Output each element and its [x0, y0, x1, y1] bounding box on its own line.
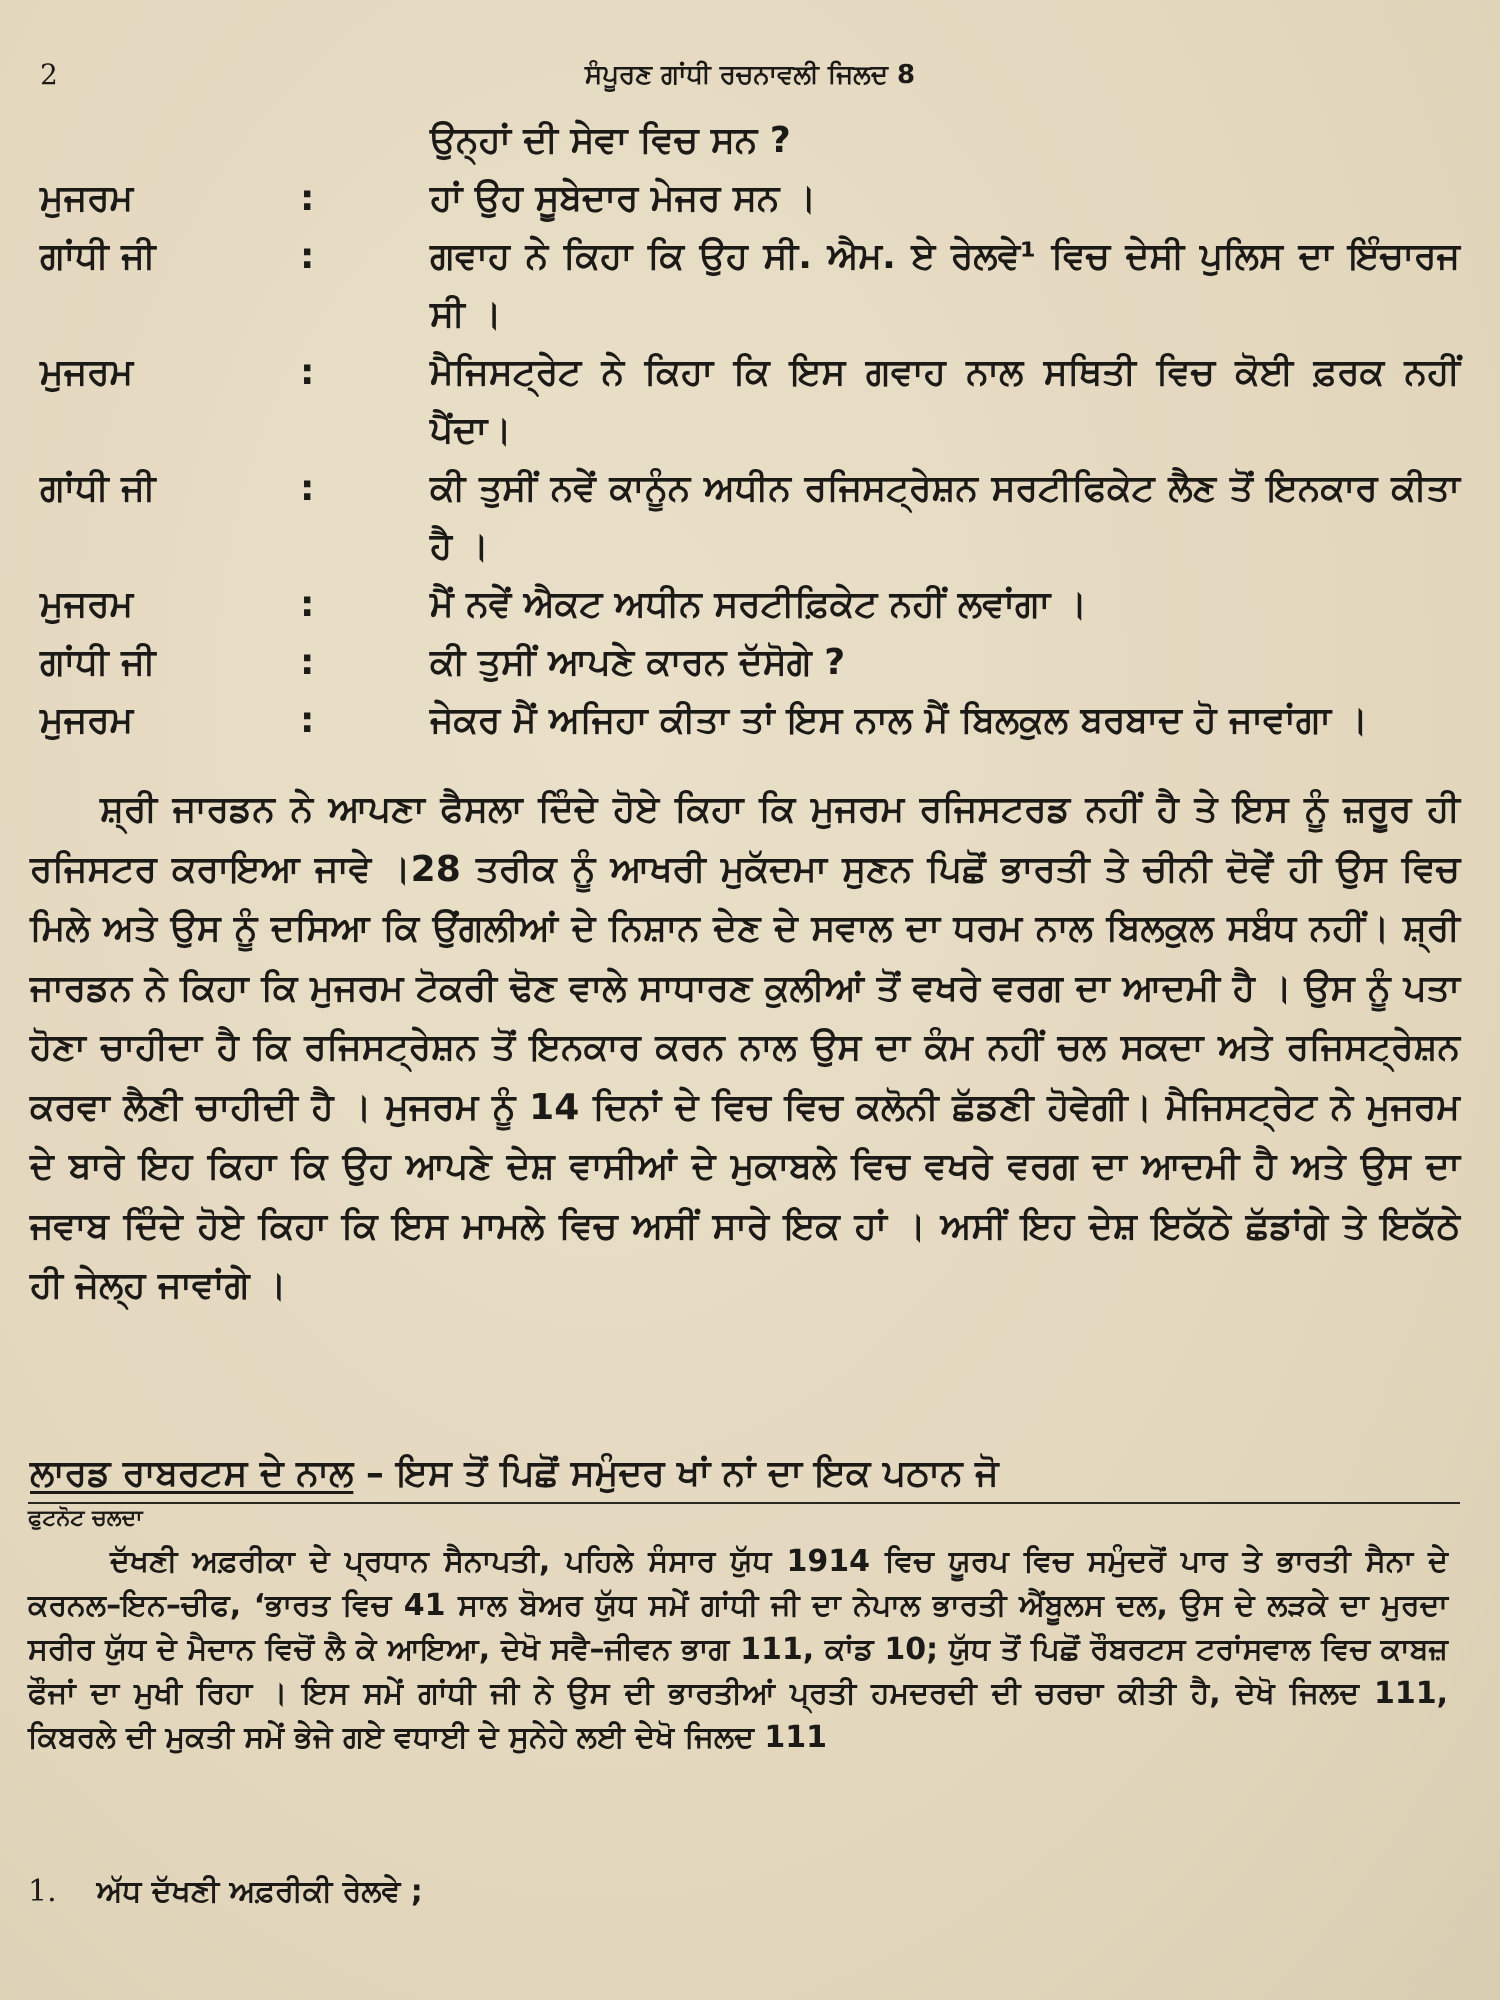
dialogue-row [40, 228, 1460, 344]
speech-text: ਮੈਜਿਸਟ੍ਰੇਟ ਨੇ ਕਿਹਾ ਕਿ ਇਸ ਗਵਾਹ ਨਾਲ ਸਥਿਤੀ ਵਿਚ ਕੋਈ ਫ਼ਰਕ ਨਹੀਂ ਪੈਂਦਾ। [430, 352, 1460, 451]
speech-text: ਕੀ ਤੁਸੀਂ ਆਪਣੇ ਕਾਰਨ ਦੱਸੋਗੇ ? [430, 642, 846, 683]
footnote-1 [28, 1870, 423, 1914]
speaker-colon: : [300, 236, 315, 277]
footnote-continued-label: ਫੁਟਨੋਟ ਚਲਦਾ [28, 1506, 143, 1531]
speech-text: ਉਨ੍ਹਾਂ ਦੀ ਸੇਵਾ ਵਿਚ ਸਨ ? [430, 120, 791, 161]
speaker-label: ਗਾਂਧੀ ਜੀ [40, 468, 156, 509]
speaker-colon: : [300, 642, 315, 683]
dialogue-row [40, 112, 1460, 170]
speaker-label: ਮੁਜਰਮ [40, 352, 134, 393]
dialogue-row [40, 634, 1460, 692]
speech-text: ਹਾਂ ਉਹ ਸੂਬੇਦਾਰ ਮੇਜਰ ਸਨ । [430, 178, 817, 219]
section-text: – ਇਸ ਤੋਂ ਪਿਛੋਂ ਸਮੁੰਦਰ ਖਾਂ ਨਾਂ ਦਾ ਇਕ ਪਠਾਨ ਜੋ [353, 1453, 999, 1494]
dialogue-block [40, 112, 1460, 750]
speaker-label: ਮੁਜਰਮ [40, 700, 134, 741]
dialogue-row [40, 170, 1460, 228]
speech-text: ਜੇਕਰ ਮੈਂ ਅਜਿਹਾ ਕੀਤਾ ਤਾਂ ਇਸ ਨਾਲ ਮੈਂ ਬਿਲਕੁਲ ਬਰਬਾਦ ਹੋ ਜਾਵਾਂਗਾ । [430, 700, 1368, 741]
dialogue-row [40, 460, 1460, 576]
running-title: ਸੰਪੂਰਣ ਗਾਂਧੀ ਰਚਨਾਵਲੀ ਜਿਲਦ 8 [584, 60, 916, 90]
dialogue-row [40, 576, 1460, 634]
footnote-continued-text: ਦੱਖਣੀ ਅਫ਼ਰੀਕਾ ਦੇ ਪ੍ਰਧਾਨ ਸੈਨਾਪਤੀ, ਪਹਿਲੇ ਸੰਸਾਰ ਯੁੱਧ 1914 ਵਿਚ ਯੂਰਪ ਵਿਚ ਸਮੁੰਦਰੋਂ ਪਾਰ ਤੇ ਭਾਰਤੀ ਸੈਨਾ ਦੇ ਕਰਨਲ–ਇਨ–ਚੀਫ, ‘ਭਾਰਤ ਵਿਚ 41 ਸਾਲ ਬੋਅਰ ਯੁੱਧ ਸਮੇਂ ਗਾਂਧੀ ਜੀ ਦਾ ਨੇਪਾਲ ਭਾਰਤੀ ਐਂਬੂਲਸ ਦਲ, ਉਸ ਦੇ ਲੜਕੇ ਦਾ ਮੁਰਦਾ ਸਰੀਰ ਯੁੱਧ ਦੇ ਮੈਦਾਨ ਵਿਚੋਂ ਲੈ ਕੇ ਆਇਆ, ਦੇਖੋ ਸਵੈ–ਜੀਵਨ ਭਾਗ 111, ਕਾਂਡ 10; ਯੁੱਧ ਤੋਂ ਪਿਛੋਂ ਰੌਬਰਟਸ ਟਰਾਂਸਵਾਲ ਵਿਚ ਕਾਬਜ਼ ਫੌਜਾਂ ਦਾ ਮੁਖੀ ਰਿਹਾ । ਇਸ ਸਮੇਂ ਗਾਂਧੀ ਜੀ ਨੇ ਉਸ ਦੀ ਭਾਰਤੀਆਂ ਪ੍ਰਤੀ ਹਮਦਰਦੀ ਦੀ ਚਰਚਾ ਕੀਤੀ ਹੈ, ਦੇਖੋ ਜਿਲਦ 111, ਕਿਬਰਲੇ ਦੀ ਮੁਕਤੀ ਸਮੇਂ ਭੇਜੇ ਗਏ ਵਧਾਈ ਦੇ ਸੁਨੇਹੇ ਲਈ ਦੇਖੋ ਜਿਲਦ 111 [28, 1544, 1448, 1755]
dialogue-row [40, 344, 1460, 460]
speaker-label [40, 112, 300, 170]
speaker-label: ਗਾਂਧੀ ਜੀ [40, 236, 156, 277]
footnote-text: ਅੱਧ ਦੱਖਣੀ ਅਫ਼ਰੀਕੀ ਰੇਲਵੇ ; [96, 1874, 423, 1909]
speaker-colon: : [300, 584, 315, 625]
speaker-label: ਮੁਜਰਮ [40, 584, 134, 625]
speaker-label: ਗਾਂਧੀ ਜੀ [40, 642, 156, 683]
section-title: ਲਾਰਡ ਰਾਬਰਟਸ ਦੇ ਨਾਲ [30, 1453, 354, 1494]
footnote-number: 1. [28, 1874, 57, 1909]
footnote-divider [28, 1502, 1460, 1504]
speech-text: ਮੈਂ ਨਵੇਂ ਐਕਟ ਅਧੀਨ ਸਰਟੀਫ਼ਿਕੇਟ ਨਹੀਂ ਲਵਾਂਗਾ । [430, 584, 1088, 625]
speaker-label: ਮੁਜਰਮ [40, 178, 134, 219]
speech-text: ਗਵਾਹ ਨੇ ਕਿਹਾ ਕਿ ਉਹ ਸੀ. ਐਮ. ਏ ਰੇਲਵੇ¹ ਵਿਚ ਦੇਸੀ ਪੁਲਿਸ ਦਾ ਇੰਚਾਰਜ ਸੀ । [430, 236, 1460, 335]
body-paragraph: ਸ਼੍ਰੀ ਜਾਰਡਨ ਨੇ ਆਪਣਾ ਫੈਸਲਾ ਦਿੰਦੇ ਹੋਏ ਕਿਹਾ ਕਿ ਮੁਜਰਮ ਰਜਿਸਟਰਡ ਨਹੀਂ ਹੈ ਤੇ ਇਸ ਨੂੰ ਜ਼ਰੂਰ ਹੀ ਰਜਿਸਟਰ ਕਰਾਇਆ ਜਾਵੇ ।28 ਤਰੀਕ ਨੂੰ ਆਖਰੀ ਮੁਕੱਦਮਾ ਸੁਣਨ ਪਿਛੋਂ ਭਾਰਤੀ ਤੇ ਚੀਨੀ ਦੋਵੇਂ ਹੀ ਉਸ ਵਿਚ ਮਿਲੇ ਅਤੇ ਉਸ ਨੂੰ ਦਸਿਆ ਕਿ ਉਂਗਲੀਆਂ ਦੇ ਨਿਸ਼ਾਨ ਦੇਣ ਦੇ ਸਵਾਲ ਦਾ ਧਰਮ ਨਾਲ ਬਿਲਕੁਲ ਸਬੰਧ ਨਹੀਂ। ਸ਼੍ਰੀ ਜਾਰਡਨ ਨੇ ਕਿਹਾ ਕਿ ਮੁਜਰਮ ਟੋਕਰੀ ਢੋਣ ਵਾਲੇ ਸਾਧਾਰਣ ਕੁਲੀਆਂ ਤੋਂ ਵਖਰੇ ਵਰਗ ਦਾ ਆਦਮੀ ਹੈ । ਉਸ ਨੂੰ ਪਤਾ ਹੋਣਾ ਚਾਹੀਦਾ ਹੈ ਕਿ ਰਜਿਸਟ੍ਰੇਸ਼ਨ ਤੋਂ ਇਨਕਾਰ ਕਰਨ ਨਾਲ ਉਸ ਦਾ ਕੰਮ ਨਹੀਂ ਚਲ ਸਕਦਾ ਅਤੇ ਰਜਿਸਟ੍ਰੇਸ਼ਨ ਕਰਵਾ ਲੈਣੀ ਚਾਹੀਦੀ ਹੈ । ਮੁਜਰਮ ਨੂੰ 14 ਦਿਨਾਂ ਦੇ ਵਿਚ ਵਿਚ ਕਲੋਨੀ ਛੱਡਣੀ ਹੋਵੇਗੀ। ਮੈਜਿਸਟ੍ਰੇਟ ਨੇ ਮੁਜਰਮ ਦੇ ਬਾਰੇ ਇਹ ਕਿਹਾ ਕਿ ਉਹ ਆਪਣੇ ਦੇਸ਼ ਵਾਸੀਆਂ ਦੇ ਮੁਕਾਬਲੇ ਵਿਚ ਵਖਰੇ ਵਰਗ ਦਾ ਆਦਮੀ ਹੈ ਅਤੇ ਉਸ ਦਾ ਜਵਾਬ ਦਿੰਦੇ ਹੋਏ ਕਿਹਾ ਕਿ ਇਸ ਮਾਮਲੇ ਵਿਚ ਅਸੀਂ ਸਾਰੇ ਇਕ ਹਾਂ । ਅਸੀਂ ਇਹ ਦੇਸ਼ ਇਕੱਠੇ ਛੱਡਾਂਗੇ ਤੇ ਇਕੱਠੇ ਹੀ ਜੇਲ੍ਹ ਜਾਵਾਂਗੇ । [30, 789, 1460, 1306]
section-heading-line [30, 1445, 1460, 1503]
speaker-colon: : [300, 352, 315, 393]
speaker-colon: : [300, 468, 315, 509]
page-header [40, 58, 1460, 98]
speaker-colon: : [300, 178, 315, 219]
page-number: 2 [40, 58, 58, 91]
speech-text: ਕੀ ਤੁਸੀਂ ਨਵੇਂ ਕਾਨੂੰਨ ਅਧੀਨ ਰਜਿਸਟ੍ਰੇਸ਼ਨ ਸਰਟੀਫਿਕੇਟ ਲੈਣ ਤੋਂ ਇਨਕਾਰ ਕੀਤਾ ਹੈ । [430, 468, 1460, 567]
speaker-colon [300, 112, 430, 170]
speaker-colon: : [300, 700, 315, 741]
dialogue-row [40, 692, 1460, 750]
